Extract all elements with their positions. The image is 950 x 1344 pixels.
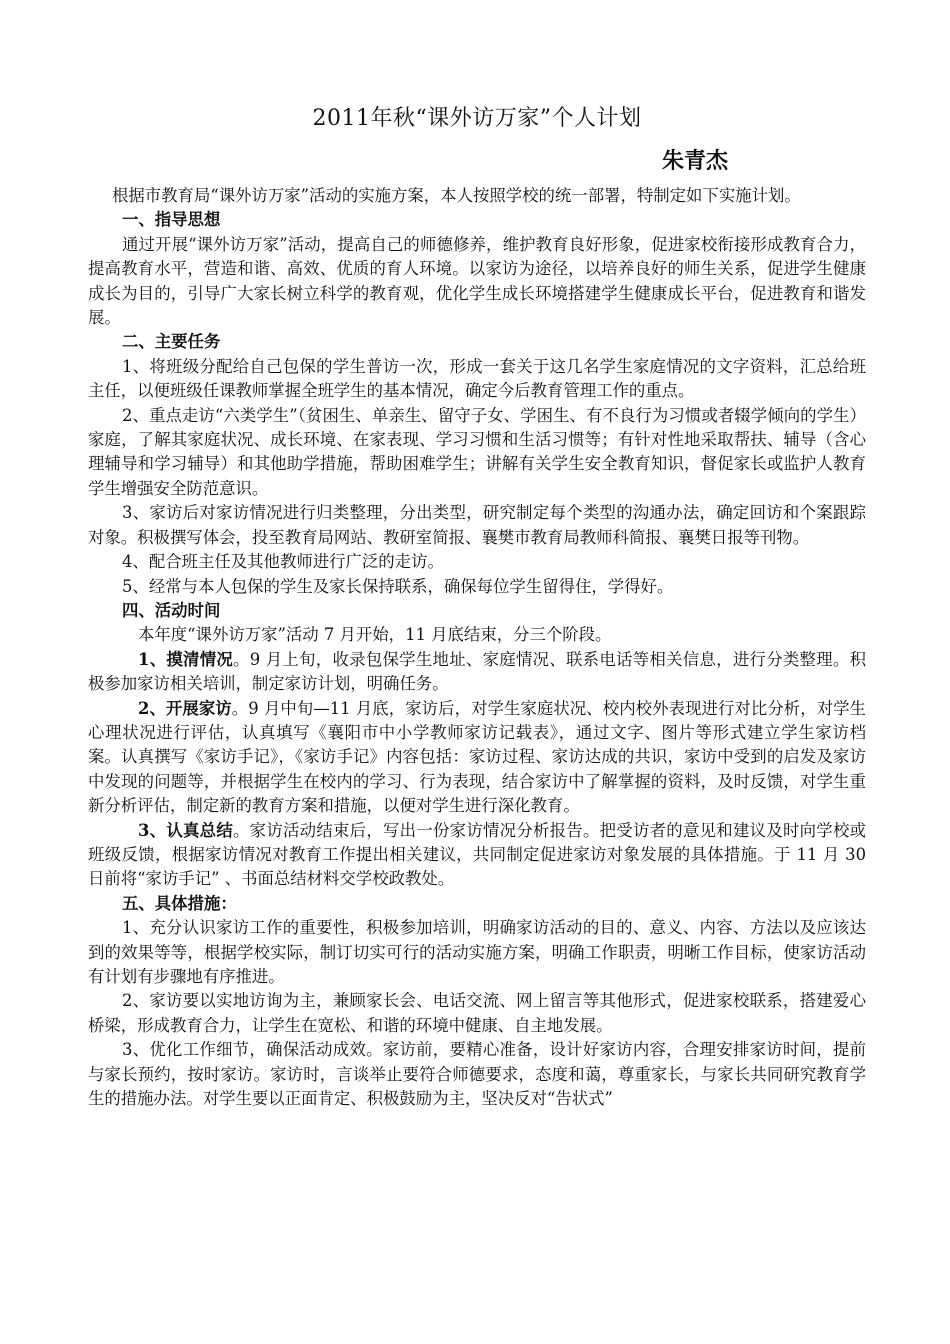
document-title: 2011年秋“课外访万家”个人计划 xyxy=(312,106,642,131)
measure-item-3: 3、优化工作细节，确保活动成效。家访前，要精心准备，设计好家访内容，合理安排家访时间，提前与家长预约，按时家访。家访时，言谈举止要符合师德要求，态度和蔼，尊重家长，与家长共同研究教育学生的措施办法。对学生要以正面肯定、积极鼓励为主，坚决反对“告状式” xyxy=(88,1040,866,1109)
section-heading-main-tasks: 二、主要任务 xyxy=(122,332,221,352)
activity-stage-3-title: 3、认真总结 xyxy=(138,820,234,840)
intro-paragraph: 根据市教育局“课外访万家”活动的实施方案，本人按照学校的统一部署，特制定如下实施计划。 xyxy=(112,186,801,205)
task-item-4: 4、配合班主任及其他教师进行广泛的走访。 xyxy=(122,552,444,572)
activity-stage-2 xyxy=(88,697,866,819)
author-name: 朱青杰 xyxy=(661,148,728,174)
activity-stage-3 xyxy=(88,819,866,892)
activity-stage-2-title: 2、开展家访 xyxy=(138,698,232,718)
task-item-3: 3、家访后对家访情况进行归类整理，分出类型，研究制定每个类型的沟通办法，确定回访和个案跟踪对象。积极撰写体会，投至教育局网站、教研室简报、襄樊市教育局教师科简报、襄樊日报等刊物。 xyxy=(88,503,866,547)
activity-stage-3-body: 。家访活动结束后，写出一份家访情况分析报告。把受访者的意见和建议及时向学校或班级反馈，根据家访情况对教育工作提出相关建议，共同制定促进家访对象发展的具体措施。于 11 月 30 日前将“家访手记” 、书面总结材料交学校政教处。 xyxy=(88,820,867,889)
activity-stage-1-body: 。9 月上旬，收录包保学生地址、家庭情况、联系电话等相关信息，进行分类整理。积极参加家访相关培训，制定家访计划，明确任务。 xyxy=(88,649,866,694)
activity-stage-1 xyxy=(88,648,866,697)
task-item-5: 5、经常与本人包保的学生及家长保持联系，确保每位学生留得住，学得好。 xyxy=(122,576,674,596)
measure-item-2: 2、家访要以实地访询为主，兼顾家长会、电话交流、网上留言等其他形式，促进家校联系，搭建爱心桥梁，形成教育合力，让学生在宽松、和谐的环境中健康、自主地发展。 xyxy=(88,991,866,1035)
section-heading-measures: 五、具体措施： xyxy=(122,893,237,913)
task-item-2: 2、重点走访“六类学生”（贫困生、单亲生、留守子女、学困生、有不良行为习惯或者辍学倾向的学生）家庭，了解其家庭状况、成长环境、在家表现、学习习惯和生活习惯等；有针对性地采取帮扶、辅导（含心理辅导和学习辅导）和其他助学措施，帮助困难学生；讲解有关学生安全教育知识，督促家长或监护人教育学生增强安全防范意识。 xyxy=(88,405,866,498)
section-heading-guiding-thought: 一、指导思想 xyxy=(122,210,221,230)
activity-stage-1-title: 1、摸清情况 xyxy=(138,649,234,669)
document-page xyxy=(88,100,866,1111)
activity-stage-2-body: 。9 月中旬—11 月底，家访后，对学生家庭状况、校内校外表现进行对比分析，对学生心理状况进行评估，认真填写《襄阳市中小学教师家访记载表》，通过文字、图片等形式建立学生家访档案。认真撰写《家访手记》，《家访手记》内容包括：家访过程、家访达成的共识，家访中受到的启发及家访中发现的问题等，并根据学生在校内的学习、行为表现，结合家访中了解掌握的资料，及时反馈，对学生重新分析评估，制定新的教育方案和措施，以便对学生进行深化教育。 xyxy=(88,698,867,816)
activity-time-summary: 本年度“课外访万家”活动 7 月开始，11 月底结束，分三个阶段。 xyxy=(138,625,612,645)
task-item-1: 1、将班级分配给自己包保的学生普访一次，形成一套关于这几名学生家庭情况的文字资料，汇总给班主任，以便班级任课教师掌握全班学生的基本情况，确定今后教育管理工作的重点。 xyxy=(88,356,866,401)
guiding-thought-paragraph: 通过开展“课外访万家”活动，提高自己的师德修养，维护教育良好形象，促进家校衔接形成教育合力，提高教育水平，营造和谐、高效、优质的育人环境。以家访为途径，以培养良好的师生关系，促进学生健康成长为目的，引导广大家长树立科学的教育观，优化学生成长环境搭建学生健康成长平台，促进教育和谐发展。 xyxy=(88,234,866,328)
section-heading-activity-time: 四、活动时间 xyxy=(122,600,221,620)
measure-item-1: 1、充分认识家访工作的重要性，积极参加培训，明确家访活动的目的、意义、内容、方法以及应该达到的效果等等，根据学校实际，制订切实可行的活动实施方案，明确工作职责，明晰工作目标，使家访活动有计划有步骤地有序推进。 xyxy=(88,918,866,986)
